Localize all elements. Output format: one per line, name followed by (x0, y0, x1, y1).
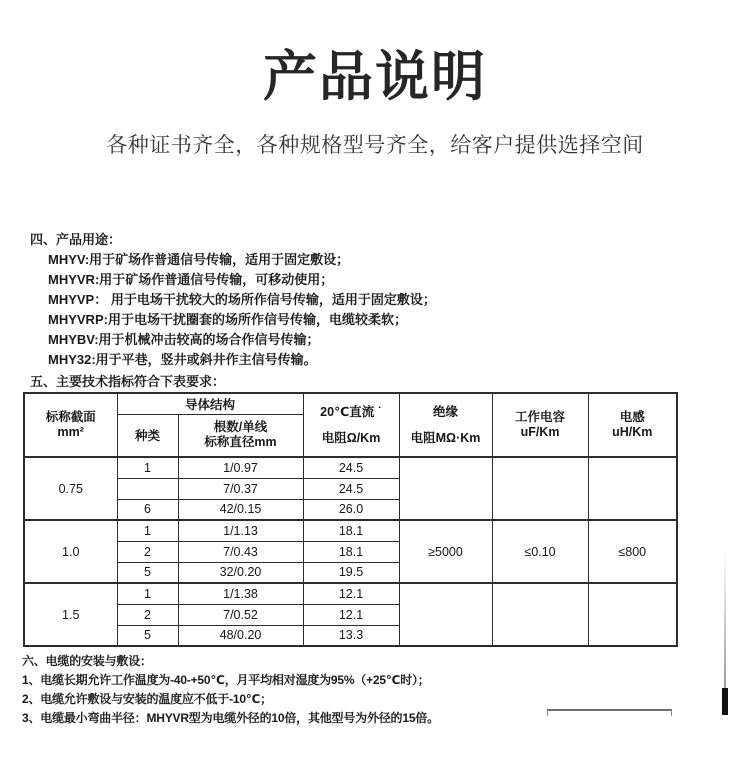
kind-cell (117, 478, 178, 499)
header-capacitance-line2: uF/Km (520, 425, 560, 439)
scan-artifact-black-bar (722, 688, 728, 715)
resistance-cell: 24.5 (303, 457, 399, 478)
kind-cell: 1 (117, 583, 178, 604)
header-inductance-line1: 电感 (619, 410, 645, 424)
install-item-2: 2、电缆允许敷设与安装的温度应不低于-10℃； (22, 692, 272, 706)
header-dc-resistance (303, 393, 399, 457)
kind-cell: 5 (117, 625, 178, 646)
capacitance-cell (492, 457, 588, 520)
scan-artifact-partial-box (547, 709, 672, 716)
inductance-cell (588, 583, 677, 646)
header-inductance (588, 393, 677, 457)
kind-cell: 1 (117, 520, 178, 541)
section-product-usage (30, 230, 590, 370)
inductance-cell (588, 457, 677, 520)
capacitance-cell (492, 583, 588, 646)
insulation-cell (399, 583, 492, 646)
spec-table (23, 392, 678, 647)
scan-artifact-vertical-line (724, 550, 726, 690)
kind-cell: 5 (117, 562, 178, 583)
strands-cell: 32/0.20 (178, 562, 303, 583)
usage-item-mhyv: MHYV:用于矿场作普通信号传输，适用于固定敷设； (48, 252, 350, 267)
kind-cell: 1 (117, 457, 178, 478)
header-inductance-line2: uH/Km (612, 425, 653, 439)
header-strands-line2: 标称直径mm (204, 435, 277, 450)
install-item-3: 3、电缆最小弯曲半径：MHYVR型为电缆外径的10倍，其他型号为外径的15倍。 (22, 711, 439, 725)
header-insulation-line2: 电阻MΩ·Km (410, 431, 481, 445)
header-nominal-section-line1: 标称截面 (45, 410, 96, 424)
resistance-cell: 18.1 (303, 541, 399, 562)
kind-cell: 6 (117, 499, 178, 520)
strands-cell: 7/0.43 (178, 541, 303, 562)
nominal-section-cell: 0.75 (24, 457, 117, 520)
kind-cell: 2 (117, 541, 178, 562)
insulation-cell (399, 457, 492, 520)
usage-item-mhyvr: MHYVR:用于矿场作普通信号传输，可移动使用； (48, 272, 334, 287)
strands-cell: 7/0.52 (178, 604, 303, 625)
strands-cell: 1/1.13 (178, 520, 303, 541)
strands-cell: 1/0.97 (178, 457, 303, 478)
header-dc-resistance-line2: 电阻Ω/Km (321, 431, 381, 445)
resistance-cell: 24.5 (303, 478, 399, 499)
nominal-section-cell: 1.5 (24, 583, 117, 646)
resistance-cell: 12.1 (303, 604, 399, 625)
strands-cell: 1/1.38 (178, 583, 303, 604)
usage-item-mhyvp: MHYVP： 用于电场干扰较大的场所作信号传输，适用于固定敷设； (48, 292, 436, 307)
resistance-cell: 12.1 (303, 583, 399, 604)
header-capacitance-line1: 工作电容 (515, 410, 566, 424)
strands-cell: 42/0.15 (178, 499, 303, 520)
usage-item-mhyvrp: MHYVRP:用于电场干扰圈套的场所作信号传输，电缆较柔软； (48, 312, 407, 327)
page-subtitle: 各种证书齐全，各种规格型号齐全，给客户提供选择空间 (106, 134, 644, 157)
resistance-cell: 19.5 (303, 562, 399, 583)
usage-item-mhy32: MHY32:用于平巷，竖井或斜井作主信号传输。 (48, 352, 317, 367)
table-row (24, 583, 677, 604)
header-kind: 种类 (117, 414, 178, 457)
header-nominal-section (24, 393, 117, 457)
section-usage-heading: 四、产品用途： (30, 232, 122, 247)
header-dc-resistance-line1: 20℃直流 ˙ (320, 405, 382, 419)
header-insulation-resistance (399, 393, 492, 457)
header-nominal-section-line2: mm² (57, 425, 84, 439)
table-row (24, 457, 677, 478)
header-conductor-structure: 导体结构 (117, 393, 303, 414)
install-item-1: 1、电缆长期允许工作温度为-40-+50℃，月平均相对湿度为95%（+25℃时）； (22, 673, 430, 687)
strands-cell: 7/0.37 (178, 478, 303, 499)
page-title: 产品说明 (263, 47, 487, 107)
insulation-cell: ≥5000 (399, 520, 492, 583)
resistance-cell: 26.0 (303, 499, 399, 520)
section-specs-heading: 五、主要技术指标符合下表要求： (30, 374, 226, 389)
section-installation (22, 652, 582, 728)
strands-cell: 48/0.20 (178, 625, 303, 646)
table-row (24, 520, 677, 541)
header-working-capacitance (492, 393, 588, 457)
section-install-heading: 六、电缆的安装与敷设： (22, 654, 152, 668)
nominal-section-cell: 1.0 (24, 520, 117, 583)
kind-cell: 2 (117, 604, 178, 625)
inductance-cell: ≤800 (588, 520, 677, 583)
resistance-cell: 13.3 (303, 625, 399, 646)
usage-item-mhybv: MHYBV:用于机械冲击较高的场合作信号传输； (48, 332, 320, 347)
resistance-cell: 18.1 (303, 520, 399, 541)
header-strands (178, 414, 303, 457)
header-strands-line1: 根数/单线 (213, 420, 268, 435)
header-insulation-line1: 绝缘 (433, 405, 459, 419)
capacitance-cell: ≤0.10 (492, 520, 588, 583)
